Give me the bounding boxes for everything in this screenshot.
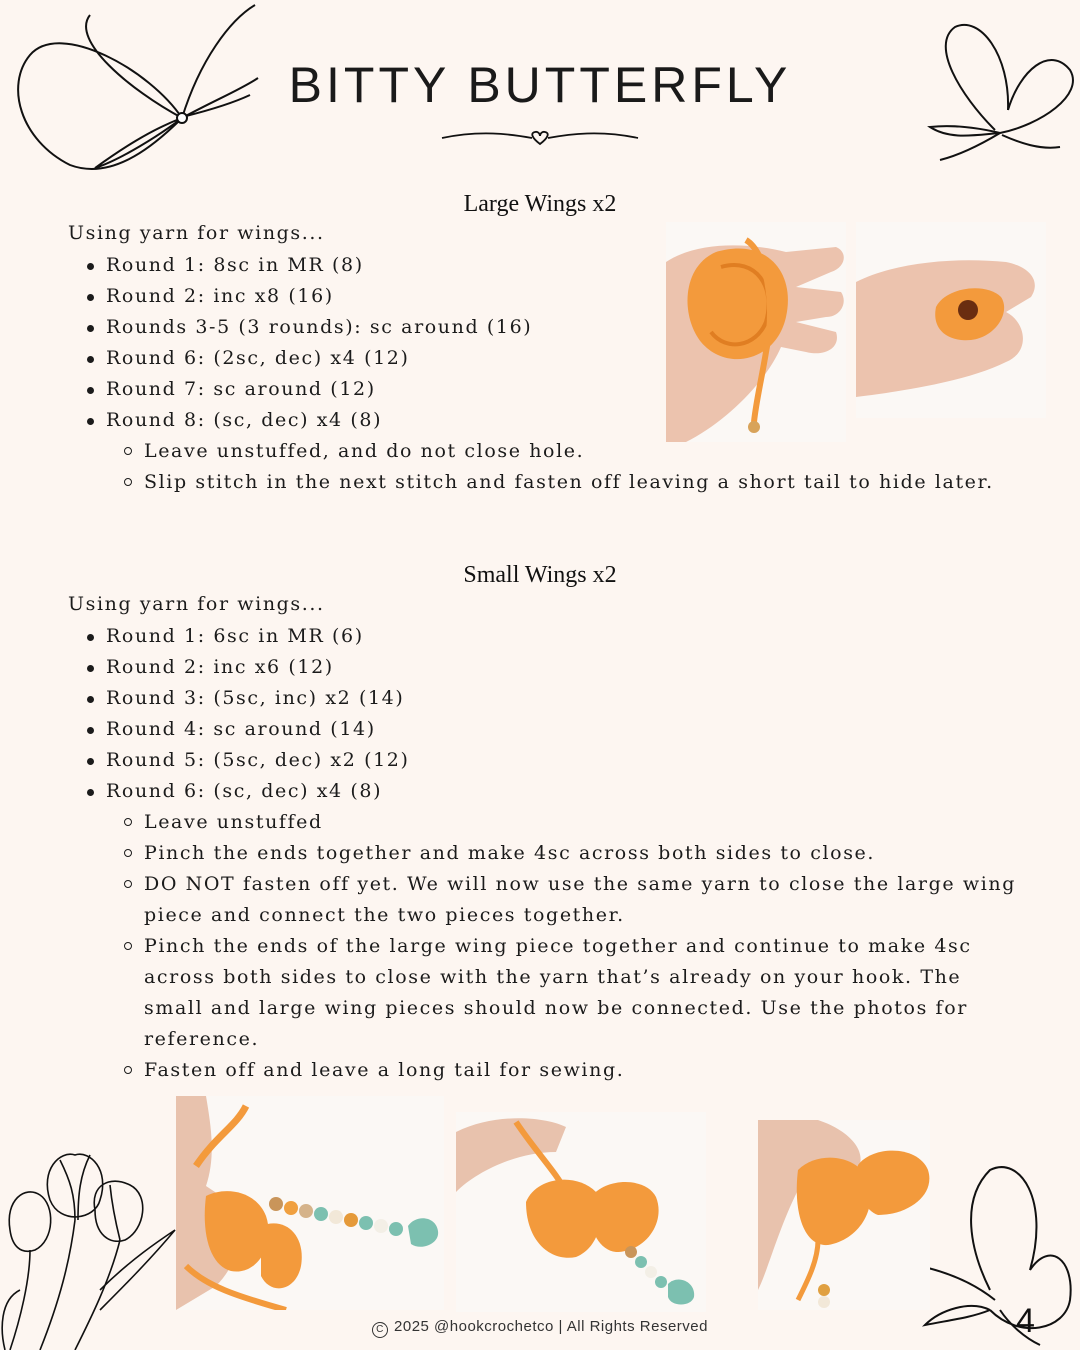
small-wings-round-list xyxy=(84,621,409,807)
list-item: Round 2: inc x8 (16) xyxy=(84,281,532,312)
large-wings-round-list xyxy=(84,250,532,436)
large-wings-heading: Large Wings x2 xyxy=(463,191,617,217)
list-item: Round 5: (5sc, dec) x2 (12) xyxy=(84,745,409,776)
list-item: Round 8: (sc, dec) x4 (8) xyxy=(84,405,532,436)
list-item: Round 6: (2sc, dec) x4 (12) xyxy=(84,343,532,374)
list-item: Rounds 3-5 (3 rounds): sc around (16) xyxy=(84,312,532,343)
list-item: Pinch the ends of the large wing piece together and continue to make 4sc across both sides to close with the yarn that’s already on your hook. The small and large wing pieces should now be connected. Use the photos for reference. xyxy=(122,931,1022,1055)
list-item: DO NOT fasten off yet. We will now use the same yarn to close the large wing piece and connect the two pieces together. xyxy=(122,869,1022,931)
heart-divider-icon xyxy=(440,128,640,148)
copyright-icon: C xyxy=(372,1322,388,1338)
list-item: Round 2: inc x6 (12) xyxy=(84,652,409,683)
large-wing-photo-open xyxy=(666,222,846,442)
assembly-photo-2 xyxy=(456,1112,706,1312)
large-wings-intro: Using yarn for wings... xyxy=(68,222,325,244)
small-wings-intro: Using yarn for wings... xyxy=(68,593,325,615)
page-title: BITTY BUTTERFLY xyxy=(288,57,792,113)
assembly-photo-1 xyxy=(176,1096,444,1310)
list-item: Round 4: sc around (14) xyxy=(84,714,409,745)
list-item: Round 1: 6sc in MR (6) xyxy=(84,621,409,652)
small-wings-note-list xyxy=(122,807,1022,1086)
list-item: Pinch the ends together and make 4sc across both sides to close. xyxy=(122,838,1022,869)
page-number: 4 xyxy=(1016,1302,1035,1340)
list-item: Round 1: 8sc in MR (8) xyxy=(84,250,532,281)
list-item: Round 7: sc around (12) xyxy=(84,374,532,405)
list-item: Round 3: (5sc, inc) x2 (14) xyxy=(84,683,409,714)
large-wings-note-list xyxy=(122,436,1022,498)
large-wing-photo-hole xyxy=(856,222,1046,418)
list-item: Leave unstuffed xyxy=(122,807,1022,838)
list-item: Fasten off and leave a long tail for sewing. xyxy=(122,1055,1022,1086)
list-item: Round 6: (sc, dec) x4 (8) xyxy=(84,776,409,807)
footer-text: 2025 @hookcrochetco | All Rights Reserved xyxy=(394,1318,708,1335)
list-item: Leave unstuffed, and do not close hole. xyxy=(122,436,1022,467)
small-wings-heading: Small Wings x2 xyxy=(463,562,617,588)
list-item: Slip stitch in the next stitch and fasten off leaving a short tail to hide later. xyxy=(122,467,1022,498)
copyright-footer xyxy=(0,1318,1080,1338)
assembly-photo-3 xyxy=(758,1120,930,1310)
